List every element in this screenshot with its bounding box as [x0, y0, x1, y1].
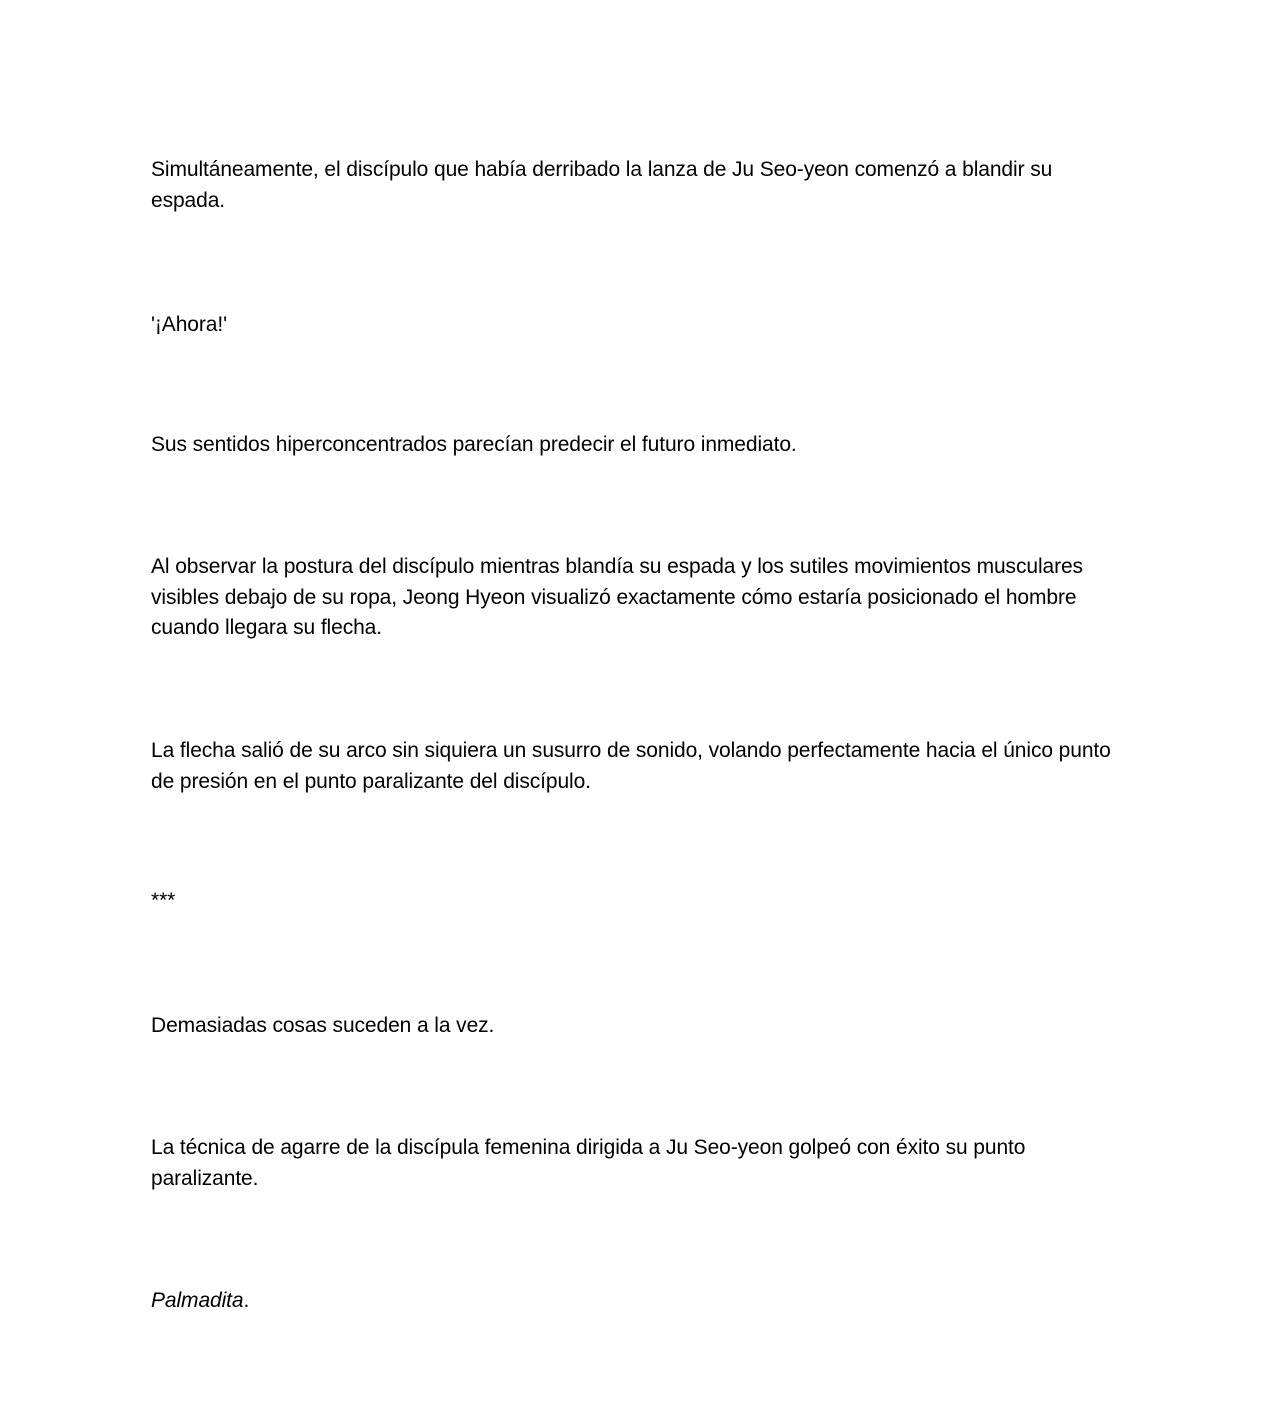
trailing-punctuation: . [243, 1289, 250, 1312]
scene-break: *** [151, 889, 176, 912]
italic-text: Palmadita [151, 1289, 244, 1312]
paragraph: Demasiadas cosas suceden a la vez. [151, 1014, 495, 1037]
paragraph [151, 1286, 1111, 1317]
paragraph: Sus sentidos hiperconcentrados parecían predecir el futuro inmediato. [151, 433, 797, 456]
paragraph: '¡Ahora!' [151, 313, 227, 336]
paragraph: Simultáneamente, el discípulo que había derribado la lanza de Ju Seo-yeon comenzó a blandir su espada. [151, 158, 1053, 212]
paragraph: Al observar la postura del discípulo mientras blandía su espada y los sutiles movimientos musculares visibles debajo de su ropa, Jeong Hyeon visualizó exactamente cómo estaría posicionado el hombre cuando llegara su flecha. [151, 555, 1083, 639]
paragraph: La flecha salió de su arco sin siquiera un susurro de sonido, volando perfectamente hacia el único punto de presión en el punto paralizante del discípulo. [151, 739, 1111, 793]
paragraph: La técnica de agarre de la discípula femenina dirigida a Ju Seo-yeon golpeó con éxito su punto paralizante. [151, 1136, 1026, 1190]
